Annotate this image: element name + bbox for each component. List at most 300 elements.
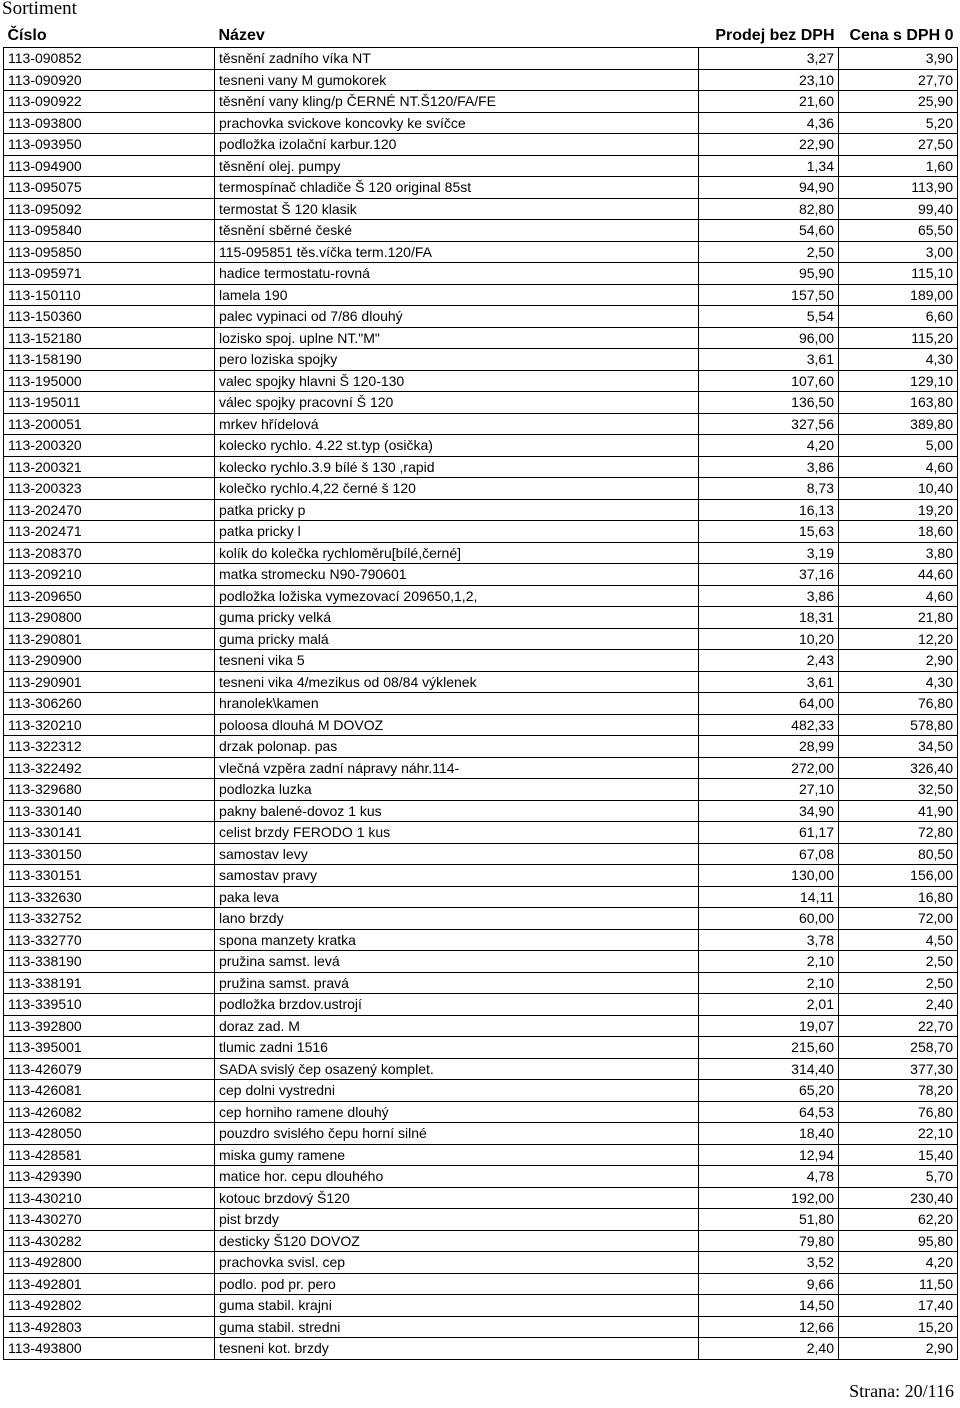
cell-nazev: spona manzety kratka xyxy=(215,929,699,951)
cell-prodej-bez-dph: 5,54 xyxy=(699,306,839,328)
cell-nazev: podlo. pod pr. pero xyxy=(215,1273,699,1295)
cell-prodej-bez-dph: 37,16 xyxy=(699,564,839,586)
table-row xyxy=(4,585,958,607)
cell-cena-s-dph: 129,10 xyxy=(839,370,958,392)
cell-cislo: 113-332752 xyxy=(4,908,215,930)
cell-cislo: 113-332770 xyxy=(4,929,215,951)
page-title: Sortiment xyxy=(2,0,77,19)
table-row xyxy=(4,155,958,177)
cell-nazev: SADA svislý čep osazený komplet. xyxy=(215,1058,699,1080)
cell-prodej-bez-dph: 22,90 xyxy=(699,134,839,156)
cell-cislo: 113-095850 xyxy=(4,241,215,263)
cell-cena-s-dph: 4,60 xyxy=(839,456,958,478)
cell-cislo: 113-492802 xyxy=(4,1295,215,1317)
table-row xyxy=(4,757,958,779)
cell-nazev: matice hor. cepu dlouhého xyxy=(215,1166,699,1188)
cell-cena-s-dph: 15,40 xyxy=(839,1144,958,1166)
table-row xyxy=(4,1015,958,1037)
cell-prodej-bez-dph: 192,00 xyxy=(699,1187,839,1209)
cell-prodej-bez-dph: 3,78 xyxy=(699,929,839,951)
cell-cislo: 113-338191 xyxy=(4,972,215,994)
cell-prodej-bez-dph: 2,01 xyxy=(699,994,839,1016)
cell-nazev: těsnění sběrné české xyxy=(215,220,699,242)
cell-prodej-bez-dph: 67,08 xyxy=(699,843,839,865)
cell-cena-s-dph: 4,30 xyxy=(839,671,958,693)
cell-cena-s-dph: 18,60 xyxy=(839,521,958,543)
cell-cislo: 113-338190 xyxy=(4,951,215,973)
cell-cislo: 113-093800 xyxy=(4,112,215,134)
cell-prodej-bez-dph: 9,66 xyxy=(699,1273,839,1295)
cell-cena-s-dph: 3,00 xyxy=(839,241,958,263)
cell-cislo: 113-200051 xyxy=(4,413,215,435)
column-header-prodej-bez-dph: Prodej bez DPH xyxy=(699,25,839,48)
cell-cena-s-dph: 25,90 xyxy=(839,91,958,113)
table-row xyxy=(4,349,958,371)
cell-nazev: guma stabil. krajni xyxy=(215,1295,699,1317)
cell-nazev: palec vypinaci od 7/86 dlouhý xyxy=(215,306,699,328)
cell-nazev: termospínač chladiče Š 120 original 85st xyxy=(215,177,699,199)
cell-cislo: 113-200323 xyxy=(4,478,215,500)
table-row xyxy=(4,48,958,70)
table-row xyxy=(4,822,958,844)
cell-cena-s-dph: 12,20 xyxy=(839,628,958,650)
page-label: Strana: xyxy=(849,1381,901,1401)
cell-nazev: podložka izolační karbur.120 xyxy=(215,134,699,156)
cell-cislo: 113-332630 xyxy=(4,886,215,908)
cell-nazev: kolík do kolečka rychloměru[bílé,černé] xyxy=(215,542,699,564)
table-header xyxy=(4,25,958,48)
cell-prodej-bez-dph: 3,61 xyxy=(699,671,839,693)
table-row xyxy=(4,736,958,758)
cell-cislo: 113-095971 xyxy=(4,263,215,285)
cell-cena-s-dph: 1,60 xyxy=(839,155,958,177)
cell-cislo: 113-392800 xyxy=(4,1015,215,1037)
cell-cislo: 113-492801 xyxy=(4,1273,215,1295)
cell-cislo: 113-290800 xyxy=(4,607,215,629)
cell-cena-s-dph: 65,50 xyxy=(839,220,958,242)
cell-nazev: kolecko rychlo. 4.22 st.typ (osička) xyxy=(215,435,699,457)
cell-prodej-bez-dph: 2,50 xyxy=(699,241,839,263)
cell-prodej-bez-dph: 107,60 xyxy=(699,370,839,392)
cell-cena-s-dph: 95,80 xyxy=(839,1230,958,1252)
cell-cislo: 113-202471 xyxy=(4,521,215,543)
table-row xyxy=(4,392,958,414)
cell-prodej-bez-dph: 96,00 xyxy=(699,327,839,349)
cell-nazev: tesneni vika 4/mezikus od 08/84 výklenek xyxy=(215,671,699,693)
cell-nazev: samostav levy xyxy=(215,843,699,865)
cell-cena-s-dph: 76,80 xyxy=(839,1101,958,1123)
cell-cena-s-dph: 76,80 xyxy=(839,693,958,715)
cell-cena-s-dph: 21,80 xyxy=(839,607,958,629)
cell-cislo: 113-158190 xyxy=(4,349,215,371)
cell-cena-s-dph: 62,20 xyxy=(839,1209,958,1231)
cell-prodej-bez-dph: 2,10 xyxy=(699,972,839,994)
cell-nazev: tlumic zadni 1516 xyxy=(215,1037,699,1059)
cell-cislo: 113-290801 xyxy=(4,628,215,650)
cell-prodej-bez-dph: 136,50 xyxy=(699,392,839,414)
cell-cislo: 113-290901 xyxy=(4,671,215,693)
cell-cislo: 113-426081 xyxy=(4,1080,215,1102)
cell-nazev: podlozka luzka xyxy=(215,779,699,801)
cell-prodej-bez-dph: 2,10 xyxy=(699,951,839,973)
table-row xyxy=(4,1187,958,1209)
cell-cena-s-dph: 4,50 xyxy=(839,929,958,951)
table-row xyxy=(4,1273,958,1295)
cell-nazev: pružina samst. levá xyxy=(215,951,699,973)
cell-nazev: pakny balené-dovoz 1 kus xyxy=(215,800,699,822)
table-row xyxy=(4,607,958,629)
cell-nazev: miska gumy ramene xyxy=(215,1144,699,1166)
product-table xyxy=(3,25,958,1360)
table-row xyxy=(4,91,958,113)
table-row xyxy=(4,177,958,199)
table-row xyxy=(4,542,958,564)
cell-cena-s-dph: 377,30 xyxy=(839,1058,958,1080)
cell-nazev: celist brzdy FERODO 1 kus xyxy=(215,822,699,844)
cell-nazev: prachovka svickove koncovky ke svíčce xyxy=(215,112,699,134)
cell-cena-s-dph: 2,90 xyxy=(839,650,958,672)
cell-cena-s-dph: 115,20 xyxy=(839,327,958,349)
cell-nazev: cep dolni vystredni xyxy=(215,1080,699,1102)
cell-cena-s-dph: 10,40 xyxy=(839,478,958,500)
table-row xyxy=(4,564,958,586)
table-row xyxy=(4,650,958,672)
cell-prodej-bez-dph: 79,80 xyxy=(699,1230,839,1252)
cell-cislo: 113-330151 xyxy=(4,865,215,887)
table-row xyxy=(4,1080,958,1102)
cell-nazev: guma stabil. stredni xyxy=(215,1316,699,1338)
cell-nazev: hranolek\kamen xyxy=(215,693,699,715)
table-row xyxy=(4,714,958,736)
cell-cislo: 113-430210 xyxy=(4,1187,215,1209)
cell-cena-s-dph: 32,50 xyxy=(839,779,958,801)
cell-prodej-bez-dph: 14,11 xyxy=(699,886,839,908)
table-row xyxy=(4,1295,958,1317)
cell-cena-s-dph: 2,90 xyxy=(839,1338,958,1360)
cell-cislo: 113-330150 xyxy=(4,843,215,865)
table-row xyxy=(4,843,958,865)
cell-cislo: 113-322312 xyxy=(4,736,215,758)
cell-cislo: 113-200321 xyxy=(4,456,215,478)
cell-prodej-bez-dph: 95,90 xyxy=(699,263,839,285)
cell-prodej-bez-dph: 65,20 xyxy=(699,1080,839,1102)
cell-prodej-bez-dph: 2,43 xyxy=(699,650,839,672)
cell-cena-s-dph: 2,40 xyxy=(839,994,958,1016)
column-header-nazev: Název xyxy=(215,25,699,48)
cell-cislo: 113-428050 xyxy=(4,1123,215,1145)
cell-nazev: lano brzdy xyxy=(215,908,699,930)
cell-nazev: pouzdro svislého čepu horní silné xyxy=(215,1123,699,1145)
cell-cena-s-dph: 16,80 xyxy=(839,886,958,908)
cell-cena-s-dph: 27,70 xyxy=(839,69,958,91)
table-row xyxy=(4,994,958,1016)
table-row xyxy=(4,1058,958,1080)
cell-cena-s-dph: 72,00 xyxy=(839,908,958,930)
cell-cislo: 113-430282 xyxy=(4,1230,215,1252)
cell-cislo: 113-492803 xyxy=(4,1316,215,1338)
cell-nazev: drzak polonap. pas xyxy=(215,736,699,758)
cell-prodej-bez-dph: 4,36 xyxy=(699,112,839,134)
cell-cena-s-dph: 189,00 xyxy=(839,284,958,306)
cell-nazev: lozisko spoj. uplne NT."M" xyxy=(215,327,699,349)
table-row xyxy=(4,134,958,156)
cell-nazev: podložka brzdov.ustrojí xyxy=(215,994,699,1016)
cell-cena-s-dph: 156,00 xyxy=(839,865,958,887)
cell-cena-s-dph: 44,60 xyxy=(839,564,958,586)
cell-nazev: termostat Š 120 klasik xyxy=(215,198,699,220)
table-row xyxy=(4,499,958,521)
table-row xyxy=(4,908,958,930)
cell-cena-s-dph: 578,80 xyxy=(839,714,958,736)
table-row xyxy=(4,865,958,887)
cell-prodej-bez-dph: 12,94 xyxy=(699,1144,839,1166)
cell-nazev: pružina samst. pravá xyxy=(215,972,699,994)
cell-cislo: 113-320210 xyxy=(4,714,215,736)
page-footer xyxy=(849,1381,954,1402)
cell-nazev: kotouc brzdový Š120 xyxy=(215,1187,699,1209)
table-row xyxy=(4,628,958,650)
cell-nazev: guma pricky velká xyxy=(215,607,699,629)
cell-nazev: pero loziska spojky xyxy=(215,349,699,371)
cell-cena-s-dph: 22,70 xyxy=(839,1015,958,1037)
cell-cislo: 113-195000 xyxy=(4,370,215,392)
cell-nazev: hadice termostatu-rovná xyxy=(215,263,699,285)
table-row xyxy=(4,1338,958,1360)
cell-nazev: těsnění olej. pumpy xyxy=(215,155,699,177)
cell-prodej-bez-dph: 18,31 xyxy=(699,607,839,629)
cell-cena-s-dph: 99,40 xyxy=(839,198,958,220)
table-row xyxy=(4,306,958,328)
cell-prodej-bez-dph: 64,53 xyxy=(699,1101,839,1123)
cell-cislo: 113-306260 xyxy=(4,693,215,715)
cell-cena-s-dph: 326,40 xyxy=(839,757,958,779)
cell-prodej-bez-dph: 2,40 xyxy=(699,1338,839,1360)
table-row xyxy=(4,779,958,801)
table-row xyxy=(4,886,958,908)
cell-prodej-bez-dph: 3,27 xyxy=(699,48,839,70)
cell-cena-s-dph: 230,40 xyxy=(839,1187,958,1209)
cell-cislo: 113-208370 xyxy=(4,542,215,564)
cell-nazev: mrkev hřídelová xyxy=(215,413,699,435)
cell-cislo: 113-095092 xyxy=(4,198,215,220)
table-row xyxy=(4,1144,958,1166)
cell-prodej-bez-dph: 27,10 xyxy=(699,779,839,801)
cell-prodej-bez-dph: 3,86 xyxy=(699,585,839,607)
cell-cislo: 113-426082 xyxy=(4,1101,215,1123)
cell-nazev: kolečko rychlo.4,22 černé š 120 xyxy=(215,478,699,500)
cell-cena-s-dph: 4,20 xyxy=(839,1252,958,1274)
cell-nazev: těsnění zadního víka NT xyxy=(215,48,699,70)
cell-nazev: podložka ložiska vymezovací 209650,1,2, xyxy=(215,585,699,607)
cell-cislo: 113-395001 xyxy=(4,1037,215,1059)
cell-nazev: poloosa dlouhá M DOVOZ xyxy=(215,714,699,736)
cell-cena-s-dph: 11,50 xyxy=(839,1273,958,1295)
cell-prodej-bez-dph: 314,40 xyxy=(699,1058,839,1080)
table-row xyxy=(4,1101,958,1123)
cell-cena-s-dph: 34,50 xyxy=(839,736,958,758)
table-row xyxy=(4,951,958,973)
table-row xyxy=(4,1316,958,1338)
cell-nazev: kolecko rychlo.3.9 bílé š 130 ,rapid xyxy=(215,456,699,478)
cell-prodej-bez-dph: 15,63 xyxy=(699,521,839,543)
cell-cena-s-dph: 19,20 xyxy=(839,499,958,521)
cell-cislo: 113-152180 xyxy=(4,327,215,349)
cell-prodej-bez-dph: 272,00 xyxy=(699,757,839,779)
cell-nazev: lamela 190 xyxy=(215,284,699,306)
cell-cislo: 113-493800 xyxy=(4,1338,215,1360)
cell-cislo: 113-195011 xyxy=(4,392,215,414)
cell-cena-s-dph: 5,00 xyxy=(839,435,958,457)
cell-prodej-bez-dph: 19,07 xyxy=(699,1015,839,1037)
cell-prodej-bez-dph: 51,80 xyxy=(699,1209,839,1231)
cell-cena-s-dph: 3,80 xyxy=(839,542,958,564)
cell-cena-s-dph: 2,50 xyxy=(839,972,958,994)
cell-prodej-bez-dph: 327,56 xyxy=(699,413,839,435)
cell-cena-s-dph: 2,50 xyxy=(839,951,958,973)
cell-cena-s-dph: 17,40 xyxy=(839,1295,958,1317)
cell-cislo: 113-095840 xyxy=(4,220,215,242)
cell-cena-s-dph: 4,60 xyxy=(839,585,958,607)
cell-cislo: 113-090922 xyxy=(4,91,215,113)
cell-nazev: patka pricky l xyxy=(215,521,699,543)
table-row xyxy=(4,263,958,285)
table-row xyxy=(4,435,958,457)
cell-prodej-bez-dph: 28,99 xyxy=(699,736,839,758)
cell-cena-s-dph: 4,30 xyxy=(839,349,958,371)
cell-cislo: 113-426079 xyxy=(4,1058,215,1080)
cell-cislo: 113-330141 xyxy=(4,822,215,844)
table-row xyxy=(4,1037,958,1059)
cell-cena-s-dph: 163,80 xyxy=(839,392,958,414)
table-row xyxy=(4,241,958,263)
cell-prodej-bez-dph: 23,10 xyxy=(699,69,839,91)
cell-cena-s-dph: 113,90 xyxy=(839,177,958,199)
cell-prodej-bez-dph: 16,13 xyxy=(699,499,839,521)
cell-cislo: 113-090920 xyxy=(4,69,215,91)
table-row xyxy=(4,1123,958,1145)
cell-cislo: 113-209210 xyxy=(4,564,215,586)
cell-cena-s-dph: 15,20 xyxy=(839,1316,958,1338)
table-row xyxy=(4,972,958,994)
cell-prodej-bez-dph: 18,40 xyxy=(699,1123,839,1145)
cell-cislo: 113-428581 xyxy=(4,1144,215,1166)
table-row xyxy=(4,284,958,306)
table-row xyxy=(4,478,958,500)
cell-prodej-bez-dph: 14,50 xyxy=(699,1295,839,1317)
column-header-cena-s-dph: Cena s DPH 0 xyxy=(839,25,958,48)
cell-cislo: 113-330140 xyxy=(4,800,215,822)
cell-prodej-bez-dph: 82,80 xyxy=(699,198,839,220)
cell-prodej-bez-dph: 34,90 xyxy=(699,800,839,822)
cell-cena-s-dph: 78,20 xyxy=(839,1080,958,1102)
cell-nazev: matka stromecku N90-790601 xyxy=(215,564,699,586)
table-row xyxy=(4,671,958,693)
cell-cena-s-dph: 27,50 xyxy=(839,134,958,156)
cell-prodej-bez-dph: 130,00 xyxy=(699,865,839,887)
cell-prodej-bez-dph: 3,61 xyxy=(699,349,839,371)
cell-prodej-bez-dph: 54,60 xyxy=(699,220,839,242)
cell-cislo: 113-202470 xyxy=(4,499,215,521)
cell-cena-s-dph: 5,20 xyxy=(839,112,958,134)
cell-nazev: tesneni vany M gumokorek xyxy=(215,69,699,91)
cell-cislo: 113-339510 xyxy=(4,994,215,1016)
table-body xyxy=(4,48,958,1360)
table-row xyxy=(4,456,958,478)
cell-nazev: valec spojky hlavni Š 120-130 xyxy=(215,370,699,392)
cell-cena-s-dph: 41,90 xyxy=(839,800,958,822)
cell-nazev: cep horniho ramene dlouhý xyxy=(215,1101,699,1123)
table-row xyxy=(4,327,958,349)
cell-cena-s-dph: 389,80 xyxy=(839,413,958,435)
cell-prodej-bez-dph: 4,78 xyxy=(699,1166,839,1188)
cell-nazev: těsnění vany kling/p ČERNÉ NT.Š120/FA/FE xyxy=(215,91,699,113)
cell-cislo: 113-322492 xyxy=(4,757,215,779)
table-row xyxy=(4,800,958,822)
cell-cislo: 113-492800 xyxy=(4,1252,215,1274)
cell-cena-s-dph: 72,80 xyxy=(839,822,958,844)
cell-cislo: 113-150360 xyxy=(4,306,215,328)
cell-prodej-bez-dph: 8,73 xyxy=(699,478,839,500)
cell-prodej-bez-dph: 3,19 xyxy=(699,542,839,564)
cell-cislo: 113-329680 xyxy=(4,779,215,801)
cell-cislo: 113-095075 xyxy=(4,177,215,199)
cell-prodej-bez-dph: 1,34 xyxy=(699,155,839,177)
cell-cislo: 113-430270 xyxy=(4,1209,215,1231)
cell-nazev: patka pricky p xyxy=(215,499,699,521)
cell-nazev: prachovka svisl. cep xyxy=(215,1252,699,1274)
cell-cislo: 113-150110 xyxy=(4,284,215,306)
cell-prodej-bez-dph: 157,50 xyxy=(699,284,839,306)
cell-nazev: tesneni vika 5 xyxy=(215,650,699,672)
cell-prodej-bez-dph: 482,33 xyxy=(699,714,839,736)
cell-nazev: válec spojky pracovní Š 120 xyxy=(215,392,699,414)
column-header-cislo: Číslo xyxy=(4,25,215,48)
table-row xyxy=(4,69,958,91)
table-row xyxy=(4,693,958,715)
cell-prodej-bez-dph: 10,20 xyxy=(699,628,839,650)
table-row xyxy=(4,1166,958,1188)
cell-prodej-bez-dph: 3,86 xyxy=(699,456,839,478)
table-row xyxy=(4,1252,958,1274)
cell-cena-s-dph: 22,10 xyxy=(839,1123,958,1145)
cell-nazev: desticky Š120 DOVOZ xyxy=(215,1230,699,1252)
table-row xyxy=(4,370,958,392)
table-row xyxy=(4,220,958,242)
cell-nazev: guma pricky malá xyxy=(215,628,699,650)
cell-nazev: pist brzdy xyxy=(215,1209,699,1231)
cell-nazev: vlečná vzpěra zadní nápravy náhr.114- xyxy=(215,757,699,779)
table-row xyxy=(4,1230,958,1252)
cell-prodej-bez-dph: 3,52 xyxy=(699,1252,839,1274)
cell-nazev: paka leva xyxy=(215,886,699,908)
cell-cislo: 113-429390 xyxy=(4,1166,215,1188)
page-number: 20/116 xyxy=(904,1381,954,1401)
cell-nazev: doraz zad. M xyxy=(215,1015,699,1037)
cell-cislo: 113-090852 xyxy=(4,48,215,70)
cell-cena-s-dph: 6,60 xyxy=(839,306,958,328)
cell-prodej-bez-dph: 60,00 xyxy=(699,908,839,930)
table-row xyxy=(4,929,958,951)
table-row xyxy=(4,112,958,134)
table-row xyxy=(4,521,958,543)
table-row xyxy=(4,413,958,435)
cell-prodej-bez-dph: 64,00 xyxy=(699,693,839,715)
cell-cena-s-dph: 3,90 xyxy=(839,48,958,70)
cell-cena-s-dph: 258,70 xyxy=(839,1037,958,1059)
cell-nazev: 115-095851 těs.víčka term.120/FA xyxy=(215,241,699,263)
cell-cena-s-dph: 80,50 xyxy=(839,843,958,865)
cell-cena-s-dph: 5,70 xyxy=(839,1166,958,1188)
